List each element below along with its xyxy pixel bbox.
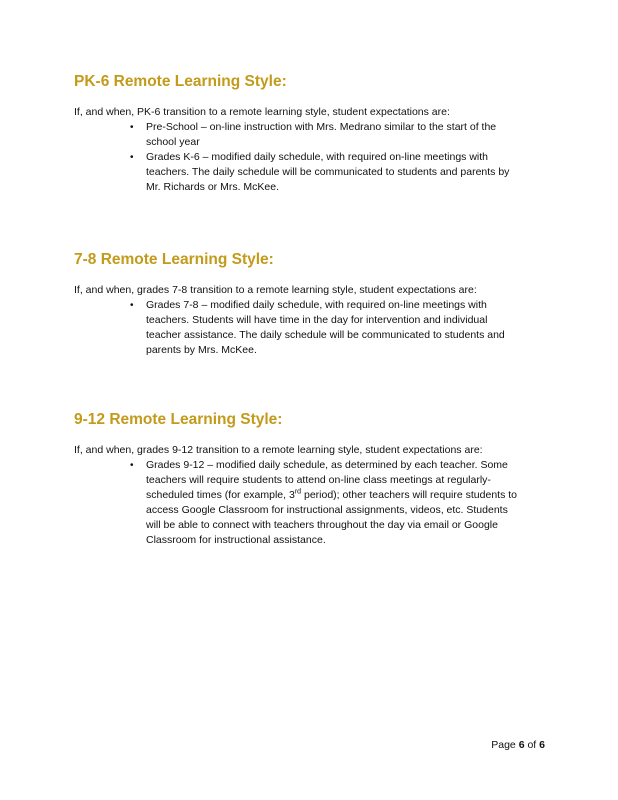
bullet-line: teacher assistance. The daily schedule will be communicated to students and <box>146 329 505 341</box>
section-intro-pk6: If, and when, PK-6 transition to a remote learning style, student expectations are: <box>74 106 450 118</box>
bullet-icon: • <box>130 460 134 471</box>
list-item <box>74 458 554 548</box>
bullet-line: Classroom for instructional assistance. <box>146 534 326 546</box>
section-9-12 <box>74 411 554 548</box>
superscript: rd <box>294 488 302 496</box>
bullet-line: teachers. The daily schedule will be communicated to students and parents by <box>146 166 510 178</box>
bullet-line: school year <box>146 136 200 148</box>
page-number-footer <box>491 739 545 751</box>
bullet-list-pk6 <box>74 120 554 195</box>
section-title-7-8: 7-8 Remote Learning Style: <box>74 251 274 268</box>
bullet-line: scheduled times (for example, 3 <box>146 489 295 501</box>
bullet-line: Pre-School – on-line instruction with Mrs. Medrano similar to the start of the <box>146 121 497 133</box>
bullet-line: Grades 9-12 – modified daily schedule, as determined by each teacher. Some <box>146 459 508 471</box>
bullet-line: access Google Classroom for instructional assignments, videos, etc. Students <box>146 504 508 516</box>
section-title-9-12: 9-12 Remote Learning Style: <box>74 411 283 428</box>
bullet-line: teachers will require students to attend on-line class meetings at regularly- <box>146 474 491 486</box>
list-item <box>74 120 554 150</box>
bullet-icon: • <box>130 122 134 133</box>
list-item <box>74 298 554 358</box>
bullet-list-7-8 <box>74 298 554 358</box>
section-pk6 <box>74 73 554 195</box>
bullet-line: period); other teachers will require students to <box>301 489 518 501</box>
bullet-icon: • <box>130 152 134 163</box>
bullet-line: will be able to connect with teachers throughout the day via email or Google <box>146 519 498 531</box>
total-pages: 6 <box>539 739 545 751</box>
current-page: 6 <box>518 739 525 751</box>
of-label: of <box>527 739 537 751</box>
section-title-pk6: PK-6 Remote Learning Style: <box>74 73 287 90</box>
bullet-line: parents by Mrs. McKee. <box>146 344 257 356</box>
bullet-list-9-12 <box>74 458 554 548</box>
section-intro-7-8: If, and when, grades 7-8 transition to a remote learning style, student expectations are: <box>74 284 477 296</box>
bullet-line: teachers. Students will have time in the day for intervention and individual <box>146 314 488 326</box>
bullet-line: Grades 7-8 – modified daily schedule, with required on-line meetings with <box>146 299 487 311</box>
page-label: Page <box>491 739 516 751</box>
list-item <box>74 150 554 195</box>
section-intro-9-12: If, and when, grades 9-12 transition to a remote learning style, student expectations are: <box>74 444 483 456</box>
bullet-icon: • <box>130 300 134 311</box>
bullet-line: Mr. Richards or Mrs. McKee. <box>146 181 280 193</box>
bullet-line: Grades K-6 – modified daily schedule, with required on-line meetings with <box>146 151 489 163</box>
section-7-8 <box>74 251 554 358</box>
